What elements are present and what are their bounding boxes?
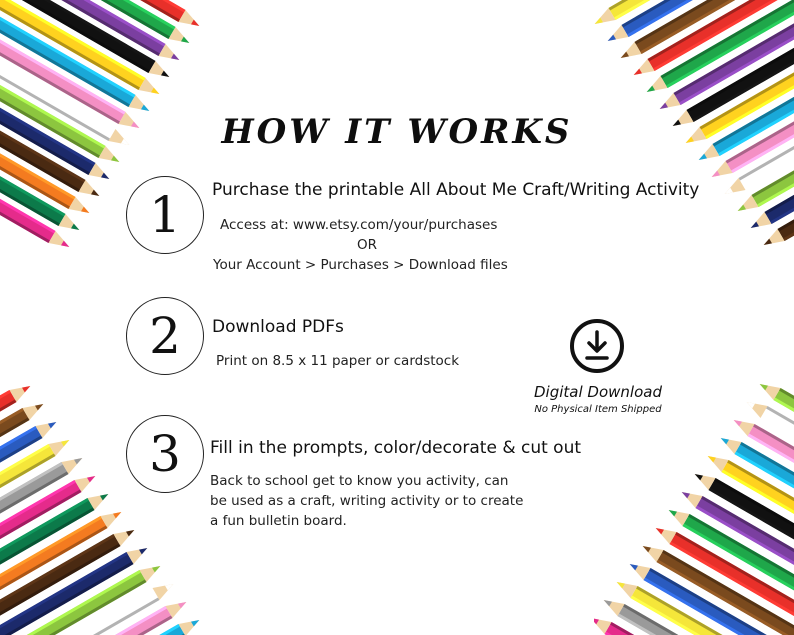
pencil-corner-tr-3 (630, 0, 794, 81)
step-1-heading: Purchase the printable All About Me Craft/Writing Activity (212, 180, 700, 200)
pencil-corner-tl-4 (0, 0, 163, 100)
pencil-corner-tl-2 (0, 0, 183, 66)
pencil-corner-tl-5 (0, 0, 153, 117)
pencil-corner-br-2 (613, 576, 794, 635)
pencil-corner-tr-0 (594, 0, 794, 30)
pencil-corner-br-5 (652, 522, 794, 635)
pencil-corner-tl-0 (0, 0, 203, 32)
pencil-corner-br-3 (626, 558, 794, 635)
pencil-corner-bl-4 (0, 542, 151, 635)
step-number-1: 1 (126, 176, 204, 254)
pencil-corner-br-9 (704, 450, 794, 587)
page-title: HOW IT WORKS (221, 112, 573, 152)
pencil-corner-bl-0 (0, 614, 203, 635)
step-3-line-2: be used as a craft, writing activity or to create (210, 493, 524, 509)
download-icon (569, 318, 625, 374)
pencil-corner-tr-5 (656, 0, 794, 115)
pencil-corner-bl-6 (0, 506, 125, 635)
pencil-corner-br-11 (730, 414, 794, 551)
pencil-corner-tr-2 (617, 0, 794, 64)
pencil-corner-tl-1 (0, 0, 193, 49)
step-1-line-1: Access at: www.etsy.com/your/purchases (220, 217, 498, 233)
pencil-corner-bl-8 (0, 470, 99, 607)
pencil-corner-br-0 (594, 612, 794, 635)
pencil-corner-bl-9 (0, 452, 86, 589)
pencil-corner-br-4 (639, 540, 794, 635)
pencil-corner-bl-3 (0, 560, 164, 635)
no-physical-item-label: No Physical Item Shipped (534, 404, 662, 415)
colored-pencils-bottom-right (594, 360, 794, 635)
step-3-heading: Fill in the prompts, color/decorate & cut out (210, 438, 582, 458)
pencil-corner-tr-4 (643, 0, 794, 98)
pencil-corner-br-8 (691, 468, 794, 605)
pencil-corner-bl-10 (0, 434, 73, 571)
step-1-line-3: Your Account > Purchases > Download files (213, 257, 508, 273)
pencil-corner-br-13 (756, 378, 794, 515)
pencil-corner-bl-2 (0, 578, 177, 635)
step-3-line-3: a fun bulletin board. (210, 513, 347, 529)
pencil-corner-br-10 (717, 432, 794, 569)
pencil-corner-bl-13 (0, 380, 34, 517)
pencil-corner-br-6 (665, 504, 794, 635)
pencil-corner-bl-12 (0, 398, 47, 535)
pencil-corner-br-7 (678, 486, 794, 623)
step-2-heading: Download PDFs (212, 317, 344, 337)
step-1-line-2: OR (356, 237, 377, 253)
pencil-corner-bl-5 (0, 524, 138, 635)
step-2-line-1: Print on 8.5 x 11 paper or cardstock (216, 353, 460, 369)
pencil-corner-br-12 (743, 396, 794, 533)
pencil-corner-tl-3 (0, 0, 173, 83)
step-3-line-1: Back to school get to know you activity, can (210, 473, 509, 489)
pencil-corner-bl-7 (0, 488, 112, 625)
pencil-corner-tr-1 (604, 0, 794, 47)
step-number-2: 2 (126, 297, 204, 375)
colored-pencils-bottom-left (0, 360, 210, 635)
pencil-corner-bl-11 (0, 416, 60, 553)
digital-download-label: Digital Download (534, 383, 662, 401)
pencil-corner-br-1 (600, 594, 794, 635)
step-number-3: 3 (126, 415, 204, 493)
pencil-corner-bl-1 (0, 596, 190, 635)
